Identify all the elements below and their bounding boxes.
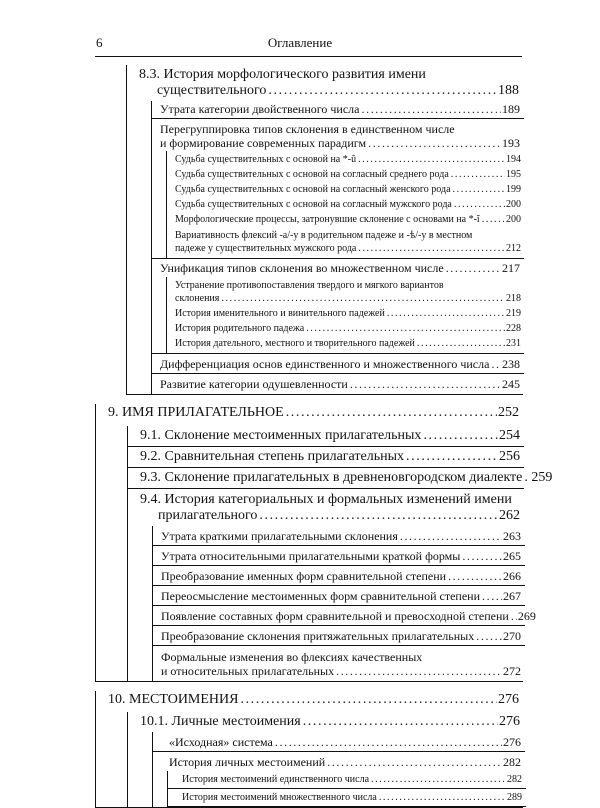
toc-page-number: 256 <box>499 449 520 464</box>
dot-leader <box>451 168 505 178</box>
dot-leader <box>454 198 505 208</box>
toc-page-number: 276 <box>499 714 520 729</box>
dot-leader <box>417 337 505 347</box>
toc-entry-9-4-3[interactable] <box>153 566 525 585</box>
toc-entry-9-4-formal[interactable] <box>153 646 525 681</box>
toc-page-number: 269 <box>517 609 536 623</box>
toc-entry-title-cont: склонения <box>175 293 220 304</box>
dot-leader <box>453 183 505 193</box>
toc-entry-title: Утрата краткими прилагательными склонения <box>161 529 398 543</box>
toc-page-number: 265 <box>503 549 521 563</box>
toc-entry-title: Судьба существительных с основой на согласный мужского рода <box>175 199 452 210</box>
toc-page-number: 276 <box>503 735 521 749</box>
toc-entry-chapter-10[interactable] <box>96 691 523 712</box>
toc-entry-title: Судьба существительных с основой на согласный среднего рода <box>175 169 449 180</box>
toc-page-number: 254 <box>499 428 520 443</box>
toc-10-1-history-plural <box>167 789 526 807</box>
toc-page-number: 217 <box>502 261 520 275</box>
toc-entry-title: Преобразование склонения притяжательных прилагательных <box>161 629 475 643</box>
toc-entry-variation[interactable] <box>167 226 525 258</box>
toc-entry-unification-3[interactable] <box>167 335 525 353</box>
toc-page-number: 194 <box>506 154 521 165</box>
toc-entry-title: Утрата категории двойственного числа <box>160 102 360 116</box>
toc-page-number: 219 <box>506 308 521 319</box>
toc-entry-title: 9.2. Сравнительная степень прилагательных <box>140 449 405 464</box>
dot-leader <box>379 791 506 801</box>
toc-section-8-3 <box>126 65 523 395</box>
toc-page-number: 263 <box>503 529 521 543</box>
toc-9-4-formal <box>152 646 525 681</box>
toc-entry-10-1-history[interactable] <box>153 752 525 771</box>
dot-leader <box>406 449 498 463</box>
toc-page-number: 195 <box>506 169 521 180</box>
toc-page-number: 289 <box>507 792 522 803</box>
toc-entry-title: Переосмысление местоименных форм сравнительной степени <box>161 589 481 603</box>
dot-leader <box>482 589 502 601</box>
dot-leader <box>448 569 502 581</box>
toc-page-number: 282 <box>503 755 521 769</box>
toc-entry-9-4-4[interactable] <box>153 586 525 605</box>
dot-leader <box>303 714 498 728</box>
toc-entry-regroup[interactable] <box>152 119 524 151</box>
toc-entry-title: История местоимений единственного числа <box>182 774 370 785</box>
toc-entry-9-2[interactable] <box>128 447 524 467</box>
dot-leader <box>368 136 501 148</box>
toc-entry-title: Развитие категории одушевленности <box>160 377 348 391</box>
toc-entry-10-1-initial[interactable] <box>153 732 525 751</box>
toc-entry-title: История дательного, местного и творительного падежей <box>175 338 415 349</box>
toc-entry-title: 10.1. Личные местоимения <box>140 714 301 729</box>
page-header <box>0 0 600 56</box>
toc-9-4-item-4 <box>152 586 525 606</box>
toc-unification-items <box>166 277 525 353</box>
toc-entry-9-4-2[interactable] <box>153 546 525 565</box>
toc-page-number: 245 <box>502 377 520 391</box>
toc-entry-title: «Исходная» система <box>169 735 273 749</box>
toc-entry-8-3[interactable] <box>127 65 523 101</box>
toc-9-4-item-1 <box>152 526 525 546</box>
toc-entry-9-3[interactable] <box>128 468 553 488</box>
dot-leader <box>240 692 497 706</box>
toc-page-number: 212 <box>506 243 521 254</box>
dot-leader <box>327 755 502 767</box>
toc-10-1-history <box>152 752 525 807</box>
toc-page-number: 231 <box>506 338 521 349</box>
toc-entry-history-plural[interactable] <box>168 789 526 806</box>
toc-page-number: 200 <box>506 199 521 210</box>
toc-subsection-regroup <box>151 119 524 259</box>
dot-leader <box>358 242 505 252</box>
toc-entry-title: Формальные изменения во флексиях качественных <box>161 650 423 664</box>
toc-subsection-differentiation <box>151 354 524 374</box>
dot-leader <box>482 213 505 223</box>
toc-entry-title-cont: и формирование современных парадигм <box>160 136 367 150</box>
toc-section-10-1 <box>127 712 524 807</box>
toc-subsection-animacy <box>151 374 524 394</box>
toc-entry-title: Преобразование именных форм сравнительной степени <box>161 569 447 583</box>
toc-entry-title-cont: прилагательного <box>158 508 258 523</box>
toc-entry-title: 9.4. История категориальных и формальных изменений имени <box>140 492 512 507</box>
toc-entry-title: Устранение противопоставления твердого и мягкого вариантов <box>175 280 444 291</box>
toc-page-number: 252 <box>498 405 519 420</box>
toc-entry-unification-2[interactable] <box>167 320 525 335</box>
toc-page-number: 266 <box>503 569 521 583</box>
toc-entry-title-cont: существительного <box>157 83 267 98</box>
toc-regroup-items <box>166 151 525 258</box>
dot-leader <box>524 470 530 484</box>
toc-entry-title: Утрата относительными прилагательными краткой формы <box>161 549 461 563</box>
toc-page-number: 259 <box>531 470 553 485</box>
toc-entry-history-singular[interactable] <box>168 771 526 788</box>
toc-entry-title: 10. МЕСТОИМЕНИЯ <box>108 692 239 707</box>
toc-entry-unification-1[interactable] <box>167 305 525 320</box>
toc-entry-10-1[interactable] <box>128 712 524 732</box>
toc-entry-regroup-3[interactable] <box>167 181 525 196</box>
dot-leader <box>336 664 502 676</box>
toc-10-1-history-singular <box>167 771 526 789</box>
toc-entry-regroup-1[interactable] <box>167 151 525 166</box>
toc-page-number: 238 <box>502 357 520 371</box>
dot-leader <box>259 508 498 522</box>
toc-section-9-3 <box>127 468 553 489</box>
toc-entry-chapter-9[interactable] <box>96 404 523 426</box>
toc-page-number: 228 <box>506 323 521 334</box>
toc-subsection-loss-dual <box>151 101 524 119</box>
toc-entry-title: Появление составных форм сравнительной и превосходной степени <box>161 609 509 623</box>
toc-page-number: 272 <box>503 664 521 678</box>
dot-leader <box>511 609 517 621</box>
toc-page-number: 282 <box>507 774 522 785</box>
dot-leader <box>423 428 498 442</box>
toc-9-4-item-6 <box>152 626 525 646</box>
dot-leader <box>362 102 502 114</box>
toc-entry-title: История местоимений множественного числа <box>182 792 377 803</box>
dot-leader <box>350 377 501 389</box>
toc-entry-regroup-5[interactable] <box>167 211 525 226</box>
toc-entry-opposition[interactable] <box>167 277 525 305</box>
dot-leader <box>491 357 501 369</box>
toc-page-number: 200 <box>506 214 521 225</box>
dot-leader <box>446 261 501 273</box>
toc-9-4-item-5 <box>152 606 536 626</box>
toc-page-number: 193 <box>502 136 520 150</box>
dot-leader <box>221 292 505 302</box>
toc-page-number: 188 <box>498 83 519 98</box>
toc-entry-regroup-2[interactable] <box>167 166 525 181</box>
dot-leader <box>286 405 497 419</box>
dot-leader <box>268 83 497 97</box>
toc-page-number: 189 <box>502 102 520 116</box>
running-title: Оглавление <box>267 35 333 50</box>
toc-page-number: 276 <box>498 692 519 707</box>
toc-chapter-9 <box>95 404 553 682</box>
toc-entry-title: Перегруппировка типов склонения в единственном числе <box>160 122 455 136</box>
toc-entry-title: Дифференциация основ единственного и множественного числа <box>160 357 490 371</box>
toc-10-1-initial <box>152 732 525 752</box>
dot-leader <box>371 773 506 783</box>
dot-leader <box>275 735 502 747</box>
dot-leader <box>358 153 505 163</box>
toc-section-9-2 <box>127 447 524 468</box>
toc-9-4-item-2 <box>152 546 525 566</box>
toc-entry-title: Унификация типов склонения во множественном числе <box>160 261 444 275</box>
dot-leader <box>387 307 505 317</box>
toc-entry-title: Вариативность флексий -а/-у в родительном падеже и -ѣ/-у в местном <box>175 230 473 241</box>
toc-entry-title: 9.1. Склонение местоименных прилагательных <box>140 428 422 443</box>
dot-leader <box>462 549 502 561</box>
toc-entry-title: Судьба существительных с основой на согласный женского рода <box>175 184 451 195</box>
toc-page-number: 218 <box>506 293 521 304</box>
toc-entry-title: История именительного и винительного падежей <box>175 308 385 319</box>
table-of-contents <box>0 56 600 808</box>
toc-entry-title: 9. ИМЯ ПРИЛАГАТЕЛЬНОЕ <box>108 405 284 420</box>
toc-page-number: 267 <box>503 589 521 603</box>
toc-entry-unification[interactable] <box>152 259 524 277</box>
toc-entry-9-4-6[interactable] <box>153 626 525 645</box>
toc-subsection-unification <box>151 259 524 354</box>
toc-entry-animacy[interactable] <box>152 374 524 394</box>
toc-9-4-item-3 <box>152 566 525 586</box>
dot-leader <box>306 322 505 332</box>
toc-entry-9-4-1[interactable] <box>153 526 525 545</box>
toc-entry-loss-dual[interactable] <box>152 101 524 118</box>
toc-page-number: 270 <box>503 629 521 643</box>
toc-entry-title-cont: падеже у существительных мужского рода <box>175 243 357 254</box>
toc-page-number: 262 <box>499 508 520 523</box>
toc-entry-regroup-4[interactable] <box>167 196 525 211</box>
dot-leader <box>476 629 502 641</box>
toc-section-9-1 <box>127 426 524 447</box>
dot-leader <box>400 529 502 541</box>
toc-entry-9-4-5[interactable] <box>153 606 536 625</box>
toc-entry-title: 8.3. История морфологического развития имени <box>139 67 426 82</box>
toc-entry-9-1[interactable] <box>128 426 524 446</box>
page-number: 6 <box>96 35 103 50</box>
toc-entry-9-4[interactable] <box>128 489 524 526</box>
toc-entry-title: История родительного падежа <box>175 323 305 334</box>
toc-entry-title: Судьба существительных с основой на *-ŭ <box>175 154 357 165</box>
toc-entry-title-cont: и относительных прилагательных <box>161 664 335 678</box>
toc-entry-title: 9.3. Склонение прилагательных в древненовгородском диалекте <box>140 470 523 485</box>
toc-entry-title: Морфологические процессы, затронувшие склонение с основами на *-ĭ <box>175 214 480 225</box>
toc-section-9-4 <box>127 489 536 681</box>
toc-entry-title: История личных местоимений <box>169 755 326 769</box>
toc-page-number: 199 <box>506 184 521 195</box>
toc-entry-differentiation[interactable] <box>152 354 524 373</box>
